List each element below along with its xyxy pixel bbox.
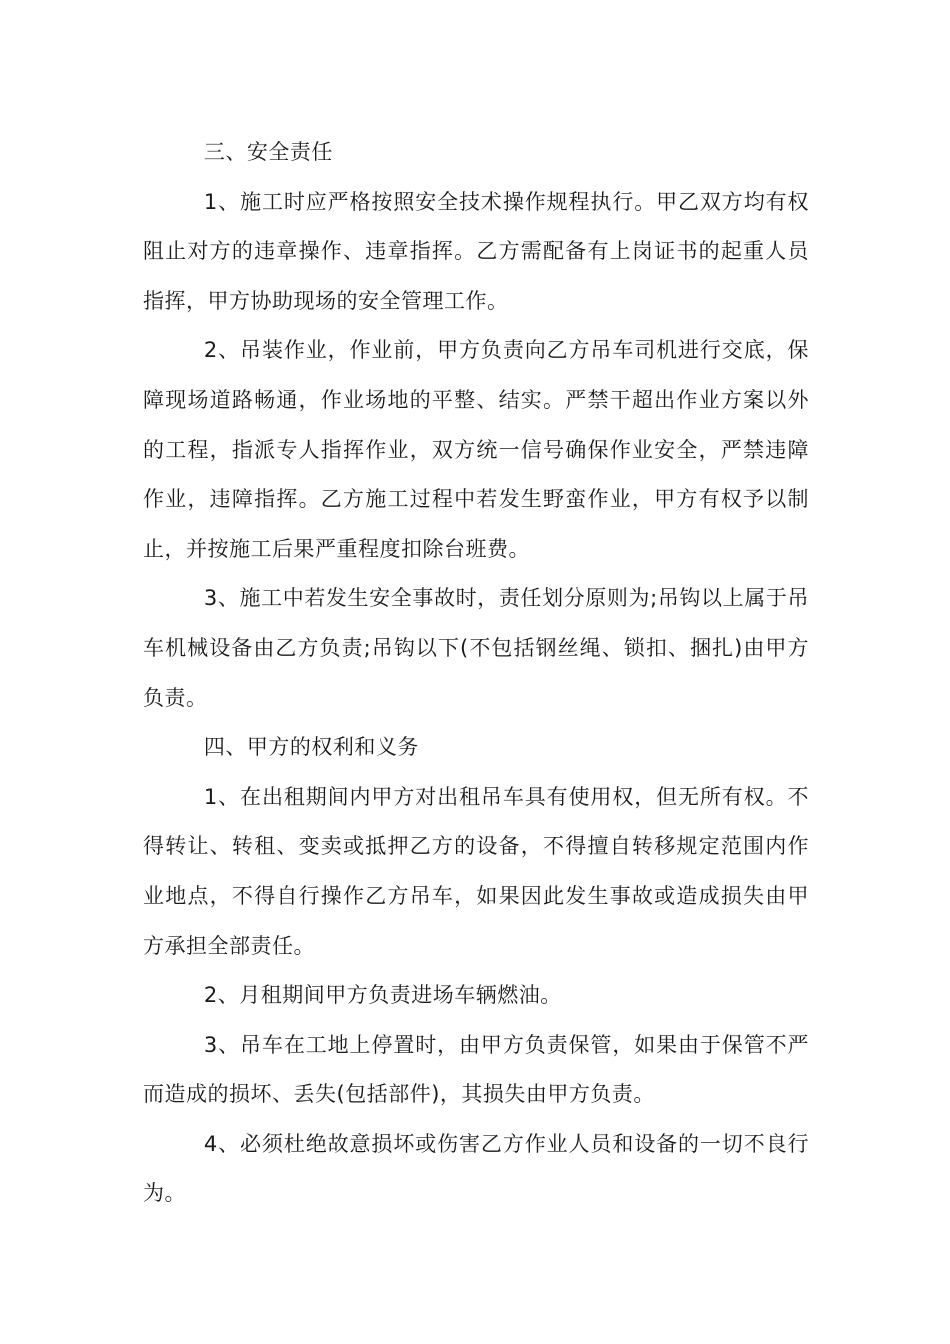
paragraph-safety-1: 1、施工时应严格按照安全技术操作规程执行。甲乙双方均有权阻止对方的违章操作、违章指挥。乙方需配备有上岗证书的起重人员指挥，甲方协助现场的安全管理工作。 <box>143 189 809 313</box>
paragraph-party-a-3: 3、吊车在工地上停置时，由甲方负责保管，如果由于保管不严而造成的损坏、丢失(包括部件)，其损失由甲方负责。 <box>143 1032 809 1107</box>
document-body <box>143 128 809 1219</box>
paragraph-party-a-2: 2、月租期间甲方负责进场车辆燃油。 <box>203 983 562 1008</box>
paragraph-safety-3: 3、施工中若发生安全事故时，责任划分原则为;吊钩以上属于吊车机械设备由乙方负责;吊钩以下(不包括钢丝绳、锁扣、捆扎)由甲方负责。 <box>143 586 809 710</box>
section-heading-safety: 三、安全责任 <box>203 140 333 164</box>
section-heading-party-a-rights: 四、甲方的权利和义务 <box>203 735 419 760</box>
paragraph-party-a-4: 4、必须杜绝故意损坏或伤害乙方作业人员和设备的一切不良行为。 <box>143 1131 809 1206</box>
paragraph-party-a-1: 1、在出租期间内甲方对出租吊车具有使用权，但无所有权。不得转让、转租、变卖或抵押乙方的设备，不得擅自转移规定范围内作业地点，不得自行操作乙方吊车，如果因此发生事故或造成损失由甲方承担全部责任。 <box>143 784 809 958</box>
paragraph-safety-2: 2、吊装作业，作业前，甲方负责向乙方吊车司机进行交底，保障现场道路畅通，作业场地的平整、结实。严禁干超出作业方案以外的工程，指派专人指挥作业，双方统一信号确保作业安全，严禁违障作业，违障指挥。乙方施工过程中若发生野蛮作业，甲方有权予以制止，并按施工后果严重程度扣除台班费。 <box>143 338 809 561</box>
